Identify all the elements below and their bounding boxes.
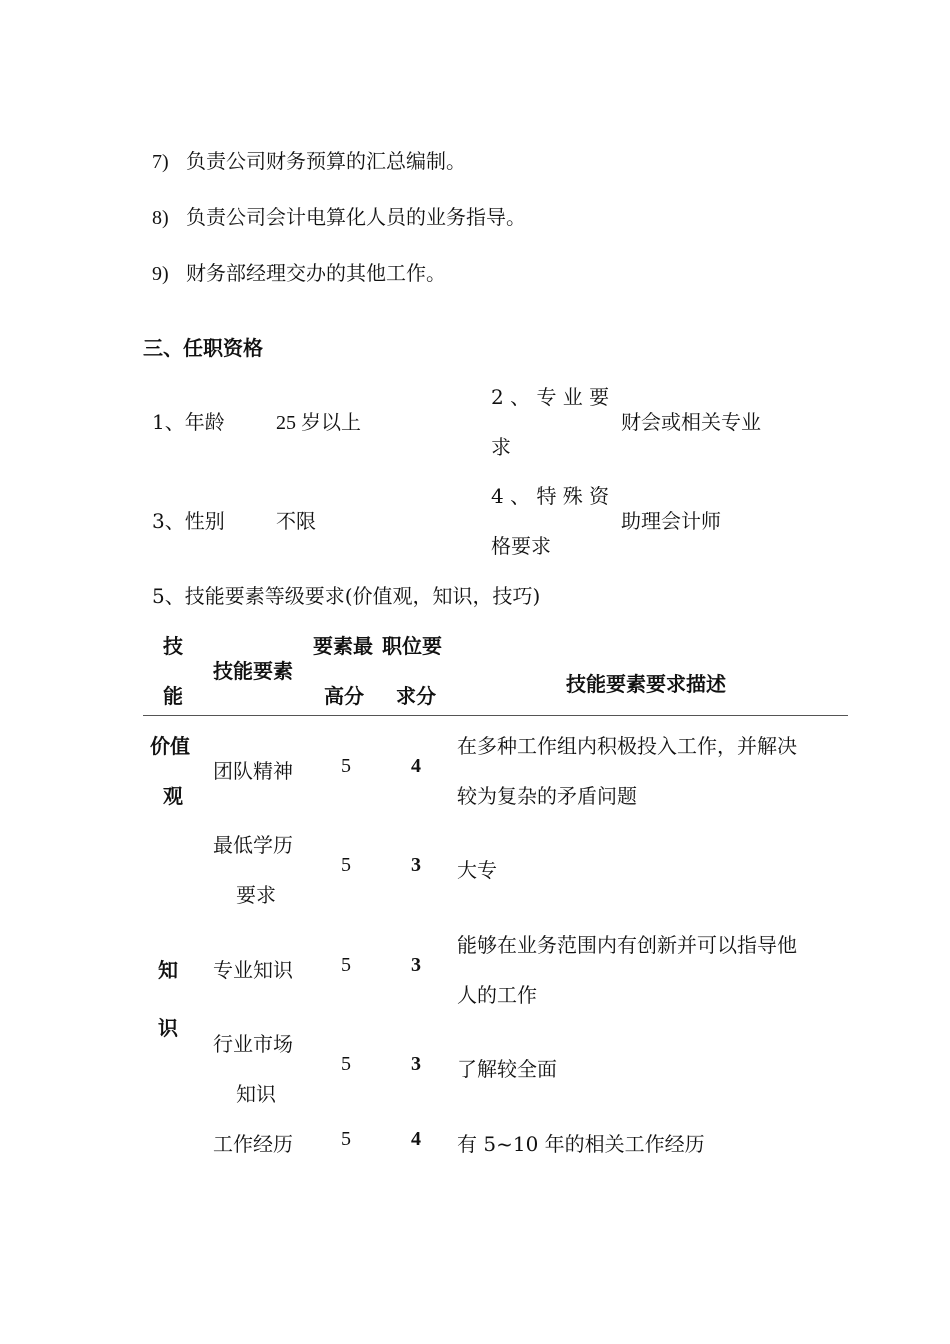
row-description: 在多种工作组内积极投入工作，并解决 — [457, 734, 797, 758]
category-values: 价值 — [150, 734, 190, 758]
row-max-score: 5 — [341, 854, 351, 876]
major-label-cont: 求 — [491, 435, 511, 459]
row-description: 有 5~10 年的相关工作经历 — [457, 1132, 705, 1156]
duty-item — [152, 145, 466, 174]
row-max-score: 5 — [341, 1053, 351, 1075]
row-max-score: 5 — [341, 1128, 351, 1150]
row-element-cont: 要求 — [236, 883, 276, 907]
row-element: 最低学历 — [213, 833, 293, 857]
duty-number: 7) — [152, 151, 169, 173]
header-category: 技 — [163, 634, 183, 658]
age-value: 25 岁以上 — [276, 412, 361, 434]
row-required-score: 3 — [411, 854, 421, 876]
header-max-score-cont: 高分 — [324, 684, 364, 708]
duty-item — [152, 201, 526, 230]
duty-text: 负责公司会计电算化人员的业务指导。 — [186, 205, 526, 229]
duty-text: 财务部经理交办的其他工作。 — [186, 261, 446, 285]
duty-text: 负责公司财务预算的汇总编制。 — [186, 149, 466, 173]
category-values-cont: 观 — [163, 784, 183, 808]
row-description-cont: 较为复杂的矛盾问题 — [457, 784, 637, 808]
duty-item — [152, 257, 446, 286]
header-required-score-cont: 求分 — [396, 684, 436, 708]
row-description-cont: 人的工作 — [457, 983, 537, 1007]
row-element: 专业知识 — [213, 958, 293, 982]
skills-intro: 5、技能要素等级要求(价值观，知识，技巧) — [152, 584, 541, 608]
row-description: 大专 — [457, 858, 497, 882]
category-knowledge-cont: 识 — [158, 1016, 178, 1040]
gender-label: 3、性别 — [152, 509, 225, 533]
header-description: 技能要素要求描述 — [566, 672, 726, 696]
cert-value: 助理会计师 — [621, 509, 721, 533]
row-required-score: 3 — [411, 954, 421, 976]
row-description: 了解较全面 — [457, 1057, 557, 1081]
header-category-cont: 能 — [163, 684, 183, 708]
section-title: 三、任职资格 — [143, 336, 263, 360]
major-value: 财会或相关专业 — [621, 410, 761, 434]
row-required-score: 4 — [411, 755, 421, 777]
row-element: 行业市场 — [213, 1032, 293, 1056]
age-label: 1、年龄 — [152, 410, 225, 434]
cert-label-cont: 格要求 — [491, 534, 551, 558]
row-element: 团队精神 — [213, 759, 293, 783]
duty-number: 8) — [152, 207, 169, 229]
row-max-score: 5 — [341, 954, 351, 976]
gender-value: 不限 — [276, 509, 316, 533]
row-required-score: 4 — [411, 1128, 421, 1150]
row-element: 工作经历 — [213, 1132, 293, 1156]
category-knowledge: 知 — [158, 958, 178, 982]
row-description: 能够在业务范围内有创新并可以指导他 — [457, 933, 797, 957]
cert-label: 4 、 特 殊 资 — [491, 484, 610, 508]
header-required-score: 职位要 — [382, 634, 442, 658]
header-max-score: 要素最 — [313, 634, 373, 658]
row-required-score: 3 — [411, 1053, 421, 1075]
header-element: 技能要素 — [213, 659, 293, 683]
major-label: 2 、 专 业 要 — [491, 385, 610, 409]
header-divider — [143, 715, 848, 716]
row-element-cont: 知识 — [236, 1082, 276, 1106]
row-max-score: 5 — [341, 755, 351, 777]
duty-number: 9) — [152, 263, 169, 285]
